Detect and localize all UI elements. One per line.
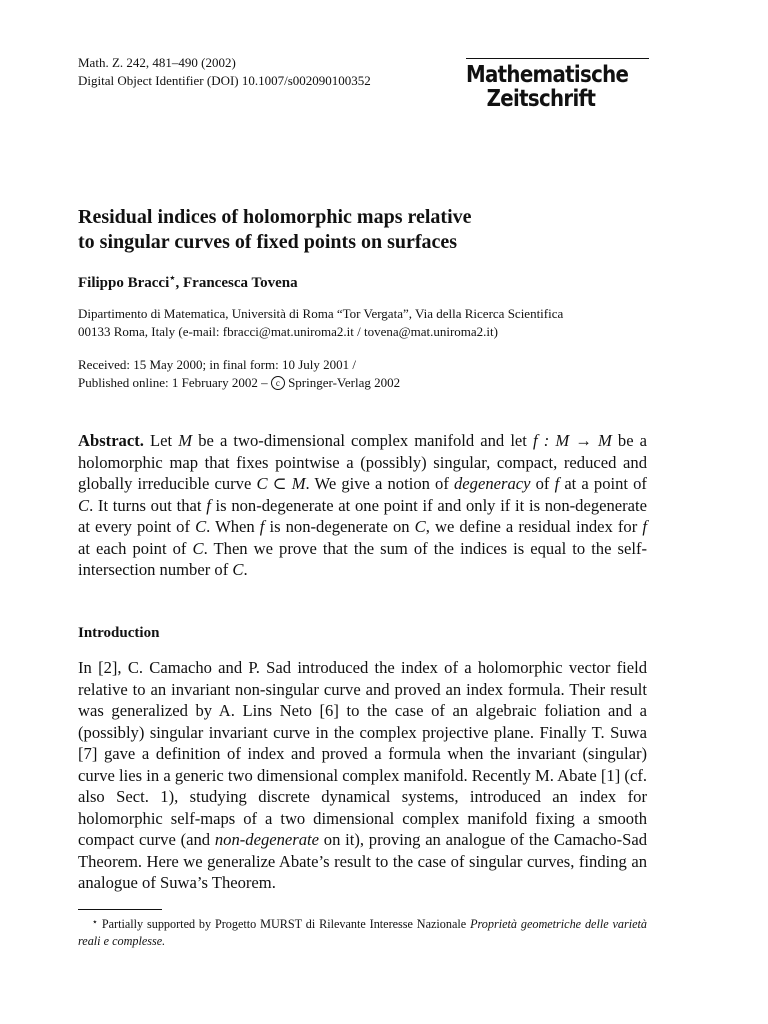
copyright-icon: c <box>271 376 285 390</box>
journal-logo <box>466 58 649 111</box>
footnote-rule <box>78 909 162 910</box>
affiliation-line-2: 00133 Roma, Italy (e-mail: fbracci@mat.uniroma2.it / tovena@mat.uniroma2.it) <box>78 324 498 339</box>
term-non-degenerate: non-degenerate <box>214 830 319 849</box>
abstract-label: Abstract. <box>78 431 144 450</box>
affiliation-line-1: Dipartimento di Matematica, Università di Roma “Tor Vergata”, Via della Ricerca Scientifica <box>78 306 564 321</box>
authors <box>78 273 298 292</box>
citation: Math. Z. 242, 481–490 (2002) <box>78 55 236 70</box>
citation-block <box>78 54 371 90</box>
journal-name-line2: Zeitschrift <box>486 86 596 112</box>
title-line-2: to singular curves of fixed points on surfaces <box>78 231 458 253</box>
dates <box>78 356 658 392</box>
author-1: Filippo Bracci <box>78 275 170 291</box>
paper-title <box>78 205 658 255</box>
doi: Digital Object Identifier (DOI) 10.1007/s002090100352 <box>78 73 371 88</box>
abstract: Abstract. Let M be a two-dimensional complex manifold and let f : M → M be a holomorphic map that fixes pointwise a (possibly) singular, compact, reduced and globally irreducible curve C ⊂ M. We give a notion of degeneracy of f at a point of C. It turns out that f is non-degenerate at one point if and only if it is non-degenerate at every point of C. When f is non-degenerate on C, we define a residual index for f at each point of C. Then we prove that the sum of the indices is equal to the self-intersection number of C. <box>78 431 648 579</box>
published-line: Published online: 1 February 2002 – c Springer-Verlag 2002 <box>78 375 401 390</box>
journal-rule <box>466 58 649 59</box>
title-line-1: Residual indices of holomorphic maps relative <box>78 206 472 228</box>
journal-name-line1: Mathematische <box>466 62 629 88</box>
author-2: , Francesca Tovena <box>175 275 298 291</box>
received-line: Received: 15 May 2000; in final form: 10 July 2001 / <box>78 357 357 372</box>
affiliation <box>78 305 658 341</box>
section-heading: Introduction <box>78 625 160 641</box>
footnote: ⋆ Partially supported by Progetto MURST di Rilevante Interesse Nazionale Proprietà geometriche delle varietà reali e complesse. <box>78 914 647 950</box>
intro-paragraph: In [2], C. Camacho and P. Sad introduced the index of a holomorphic vector field relative to an invariant non-singular curve and proved an index formula. Their result was generalized by A. Lins Neto [6] to the case of an algebraic foliation and a (possibly) singular invariant curve in the complex projective plane. Finally T. Suwa [7] gave a definition of index and proved a formula when the invariant (singular) curve lies in a generic two dimensional complex manifold. Recently M. Abate [1] (cf. also Sect. 1), studying discrete dynamical systems, introduced an index for holomorphic self-maps of a two dimensional complex manifold fixing a smooth compact curve (and non-degenerate on it), proving an analogue of the Camacho-Sad Theorem. Here we generalize Abate’s result to the case of singular curves, finding an analogue of Suwa’s Theorem. <box>78 658 647 892</box>
author-footnote-mark: ⋆ <box>169 273 176 284</box>
term-degeneracy: degeneracy <box>454 474 531 493</box>
footnote-mark: ⋆ <box>91 917 98 928</box>
